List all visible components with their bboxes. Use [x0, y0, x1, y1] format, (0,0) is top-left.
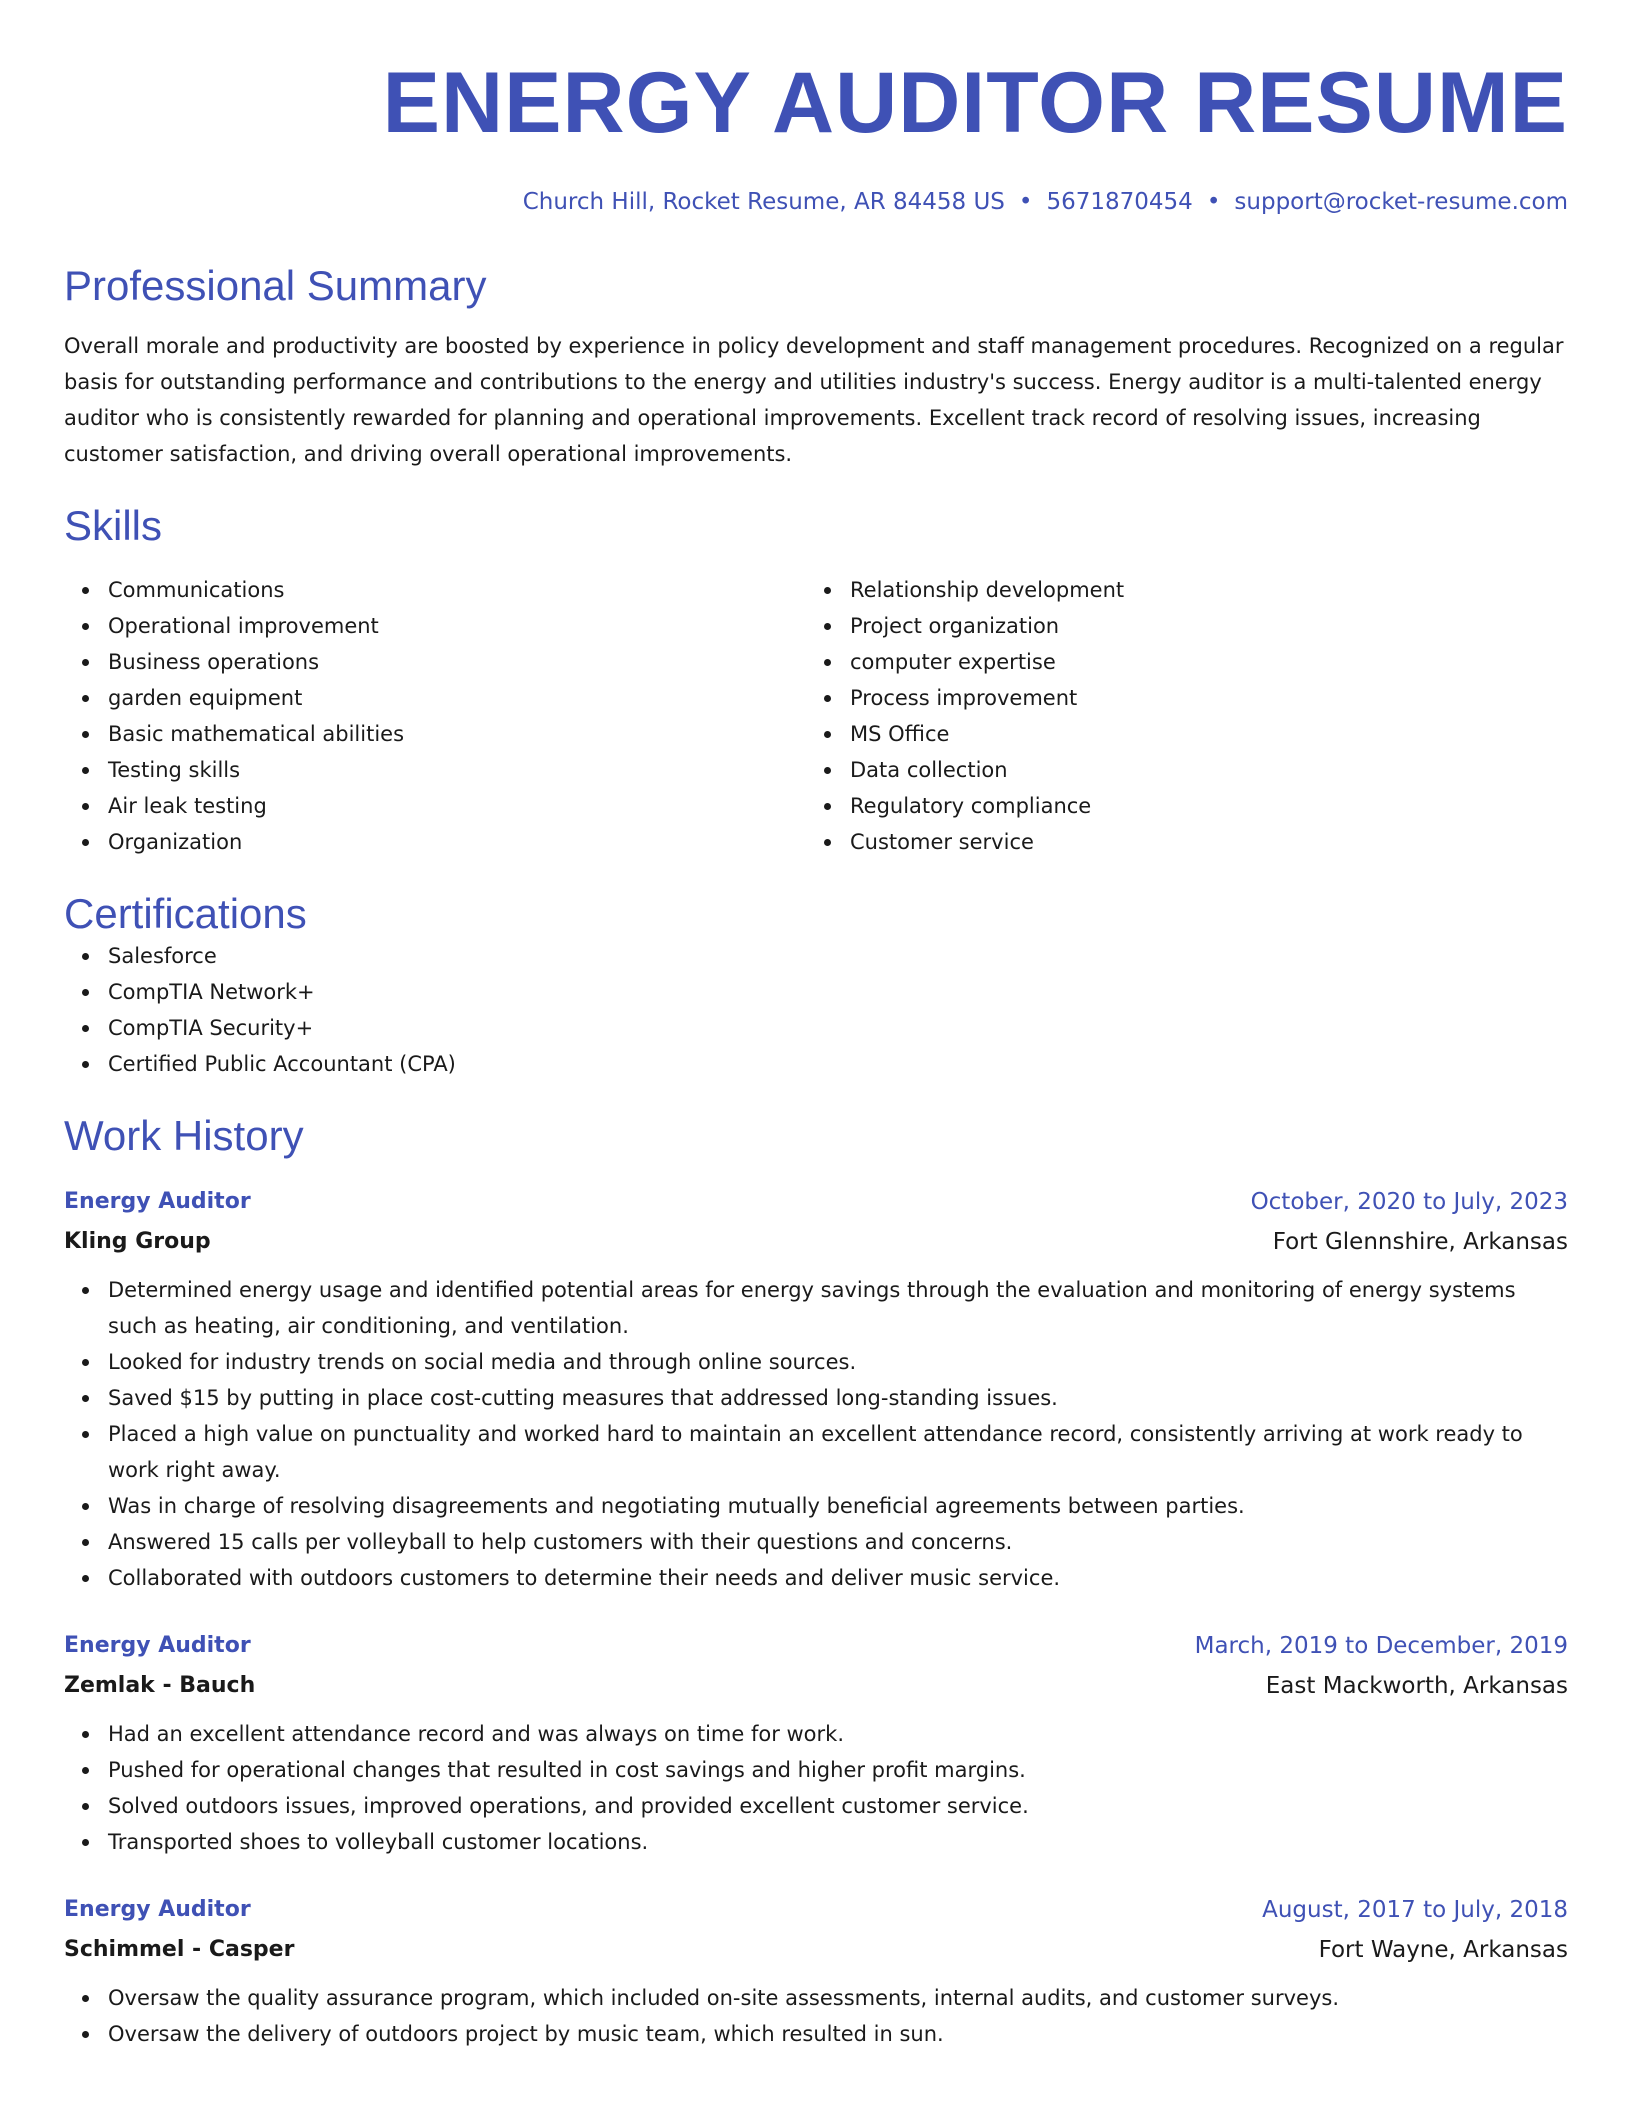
section-heading-work-history: Work History [64, 1112, 304, 1159]
job-bullet: Placed a high value on punctuality and worked hard to maintain an excellent attendance record, consistently arriving at work ready to work right away. [108, 1416, 1568, 1488]
certifications-list [64, 938, 1568, 1082]
skill-item: Project organization [850, 608, 1548, 644]
job-company-row [64, 1666, 1568, 1706]
job-header-row [64, 1182, 1568, 1222]
certification-item: CompTIA Network+ [108, 974, 1568, 1010]
job-entry [64, 1890, 1568, 2052]
job-company-row [64, 1930, 1568, 1970]
job-location: Fort Glennshire, Arkansas [1272, 1229, 1568, 1255]
skills-columns [64, 572, 1568, 860]
job-dates: October, 2020 to July, 2023 [1250, 1189, 1568, 1215]
job-bullet: Had an excellent attendance record and was always on time for work. [108, 1716, 1568, 1752]
job-location: East Mackworth, Arkansas [1265, 1673, 1568, 1699]
skills-list-right [806, 572, 1548, 860]
certification-item: Certified Public Accountant (CPA) [108, 1046, 1568, 1082]
resume-page [64, 0, 1568, 2052]
skill-item: Process improvement [850, 680, 1548, 716]
job-bullet: Oversaw the delivery of outdoors project by music team, which resulted in sun. [108, 2016, 1568, 2052]
skill-item: Relationship development [850, 572, 1548, 608]
job-bullet: Determined energy usage and identified potential areas for energy savings through the evaluation and monitoring of energy systems such as heating, air conditioning, and ventilation. [108, 1272, 1568, 1344]
skills-list-left [64, 572, 806, 860]
job-bullet: Transported shoes to volleyball customer locations. [108, 1824, 1568, 1860]
job-company: Zemlak - Bauch [64, 1673, 256, 1698]
skill-item: MS Office [850, 716, 1548, 752]
skill-item: Testing skills [108, 752, 806, 788]
job-bullet: Pushed for operational changes that resulted in cost savings and higher profit margins. [108, 1752, 1568, 1788]
skill-item: Regulatory compliance [850, 788, 1548, 824]
job-bullet: Saved $15 by putting in place cost-cutting measures that addressed long-standing issues. [108, 1380, 1568, 1416]
job-entry [64, 1182, 1568, 1596]
job-bullet: Solved outdoors issues, improved operations, and provided excellent customer service. [108, 1788, 1568, 1824]
page-title: ENERGY AUDITOR RESUME [382, 55, 1568, 151]
skills-column-left [64, 572, 806, 860]
certification-item: CompTIA Security+ [108, 1010, 1568, 1046]
job-bullet: Oversaw the quality assurance program, which included on-site assessments, internal audits, and customer surveys. [108, 1980, 1568, 2016]
separator-dot: • [1018, 189, 1033, 215]
job-dates: March, 2019 to December, 2019 [1194, 1633, 1568, 1659]
job-bullet: Looked for industry trends on social media and through online sources. [108, 1344, 1568, 1380]
skill-item: Customer service [850, 824, 1548, 860]
contact-line [64, 186, 1568, 218]
skill-item: garden equipment [108, 680, 806, 716]
certification-item: Salesforce [108, 938, 1568, 974]
skill-item: Data collection [850, 752, 1548, 788]
job-entry [64, 1626, 1568, 1860]
job-dates: August, 2017 to July, 2018 [1262, 1897, 1568, 1923]
job-bullet: Answered 15 calls per volleyball to help customers with their questions and concerns. [108, 1524, 1568, 1560]
job-company: Kling Group [64, 1229, 211, 1254]
job-bullet: Collaborated with outdoors customers to determine their needs and deliver music service. [108, 1560, 1568, 1596]
phone: 5671870454 [1046, 189, 1193, 215]
separator-dot: • [1206, 189, 1221, 215]
summary-text: Overall morale and productivity are boosted by experience in policy development and staff management procedures. Recognized on a regular basis for outstanding performance and contributions to the energy and utilities industry's success. Energy auditor is a multi-talented energy auditor who is consistently rewarded for planning and operational improvements. Excellent track record of resolving issues, increasing customer satisfaction, and driving overall operational improvements. [64, 334, 1564, 466]
email: support@rocket-resume.com [1234, 189, 1568, 215]
job-title: Energy Auditor [64, 1633, 251, 1658]
skill-item: Business operations [108, 644, 806, 680]
job-company-row [64, 1222, 1568, 1262]
job-title: Energy Auditor [64, 1189, 251, 1214]
job-title: Energy Auditor [64, 1897, 251, 1922]
job-bullet: Was in charge of resolving disagreements and negotiating mutually beneficial agreements between parties. [108, 1488, 1568, 1524]
section-heading-summary: Professional Summary [64, 262, 487, 309]
section-heading-certifications: Certifications [64, 890, 307, 937]
section-heading-skills: Skills [64, 502, 163, 549]
job-header-row [64, 1626, 1568, 1666]
skill-item: Air leak testing [108, 788, 806, 824]
job-header-row [64, 1890, 1568, 1930]
job-bullets [64, 1272, 1568, 1596]
skill-item: Organization [108, 824, 806, 860]
skill-item: Operational improvement [108, 608, 806, 644]
job-bullets [64, 1980, 1568, 2052]
job-bullets [64, 1716, 1568, 1860]
skills-column-right [806, 572, 1548, 860]
job-company: Schimmel - Casper [64, 1937, 295, 1962]
skill-item: Communications [108, 572, 806, 608]
skill-item: Basic mathematical abilities [108, 716, 806, 752]
skill-item: computer expertise [850, 644, 1548, 680]
address: Church Hill, Rocket Resume, AR 84458 US [522, 189, 1005, 215]
job-location: Fort Wayne, Arkansas [1318, 1937, 1568, 1963]
